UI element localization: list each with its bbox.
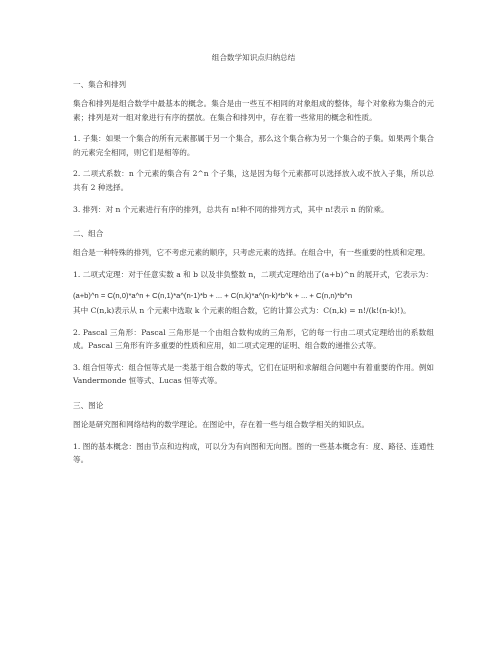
section-paragraph: 组合是一种特殊的排列，它不考虑元素的顺序，只考虑元素的选择。在组合中，有一些重要的性质和定理。 — [73, 248, 430, 258]
section-paragraph: 其中 C(n,k)表示从 n 个元素中选取 k 个元素的组合数，它的计算公式为：C(n,k) = n!/(k!(n-k)!)。 — [73, 305, 411, 315]
section-heading-combinations: 二、组合 — [73, 229, 104, 239]
section-paragraph: 2. 二项式系数：n 个元素的集合有 2^n 个子集，这是因为每个元素都可以选择放入或不放入子集，所以总共有 2 种选择。 — [73, 169, 434, 192]
section-paragraph: 图论是研究图和网络结构的数学理论。在图论中，存在着一些与组合数学相关的知识点。 — [73, 419, 370, 429]
section-paragraph: 集合和排列是组合数学中最基本的概念。集合是由一些互不相同的对象组成的整体，每个对象称为集合的元素；排列是对一组对象进行有序的摆放。在集合和排列中，存在着一些常用的概念和性质。 — [73, 99, 434, 122]
section-paragraph: 2. Pascal 三角形：Pascal 三角形是一个由组合数构成的三角形，它的每一行由二项式定理给出的系数组成。Pascal 三角形有许多重要的性质和应用，如二项式定理的证明、组合数的递推公式等。 — [73, 327, 434, 351]
section-heading-sets-permutations: 一、集合和排列 — [73, 80, 127, 89]
section-heading-graph-theory: 三、图论 — [73, 400, 104, 410]
section-paragraph: 1. 二项式定理：对于任意实数 a 和 b 以及非负整数 n，二项式定理给出了(a+b)^n 的展开式，它表示为： — [73, 269, 433, 279]
document-title: 组合数学知识点归纳总结 — [211, 53, 296, 62]
binomial-formula: (a+b)^n = C(n,0)*a^n + C(n,1)*a^(n-1)*b + ... + C(n,k)*a^(n-k)*b^k + ... + C(n,n)*b^n — [73, 291, 353, 301]
section-paragraph: 3. 排列：对 n 个元素进行有序的排列，总共有 n!种不同的排列方式，其中 n!表示 n 的阶乘。 — [73, 204, 389, 214]
section-paragraph: 1. 图的基本概念：图由节点和边构成，可以分为有向图和无向图。图的一些基本概念有：度、路径、连通性等。 — [73, 441, 434, 465]
section-paragraph: 1. 子集：如果一个集合的所有元素都属于另一个集合，那么这个集合称为另一个集合的子集。如果两个集合的元素完全相同，则它们是相等的。 — [73, 134, 434, 157]
section-paragraph: 3. 组合恒等式：组合恒等式是一类基于组合数的等式，它们在证明和求解组合问题中有着重要的作用。例如 Vandermonde 恒等式、Lucas 恒等式等。 — [73, 362, 434, 386]
